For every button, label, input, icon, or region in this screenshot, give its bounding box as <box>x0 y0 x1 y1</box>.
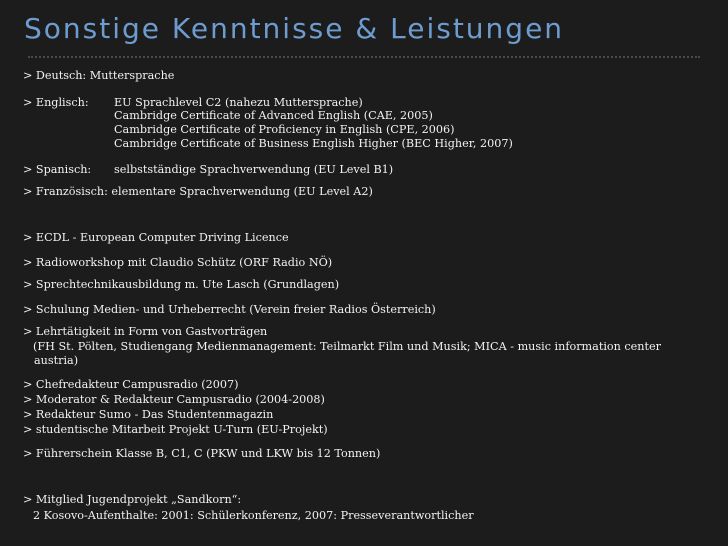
english-level: EU Sprachlevel C2 (nahezu Muttersprache) <box>114 96 363 109</box>
item-radioworkshop: > Radioworkshop mit Claudio Schütz (ORF Radio NÖ) <box>23 256 333 269</box>
lehrtaetigkeit-detail: (FH St. Pölten, Studiengang Medienmanagement: Teilmarkt Film und Musik; MICA - music information center <box>33 340 661 353</box>
item-moderator: > Moderator & Redakteur Campusradio (2004-2008) <box>23 393 325 406</box>
language-french: > Französisch: elementare Sprachverwendung (EU Level A2) <box>23 185 373 198</box>
language-spanish <box>23 162 394 177</box>
item-sandkorn: > Mitglied Jugendprojekt „Sandkorn“: <box>23 493 242 506</box>
english-cert-cpe: Cambridge Certificate of Proficiency in English (CPE, 2006) <box>114 123 455 136</box>
sandkorn-detail: 2 Kosovo-Aufenthalte: 2001: Schülerkonferenz, 2007: Presseverantwortlicher <box>33 509 474 522</box>
english-cert-bec: Cambridge Certificate of Business English Higher (BEC Higher, 2007) <box>114 137 513 150</box>
page-title: Sonstige Kenntnisse & Leistungen <box>24 12 565 45</box>
language-spanish-label: > Spanisch: <box>23 163 92 176</box>
dotted-divider <box>28 56 700 58</box>
spanish-level: selbstständige Sprachverwendung (EU Level B1) <box>114 163 394 176</box>
item-lehrtaetigkeit: > Lehrtätigkeit in Form von Gastvorträgen <box>23 325 268 338</box>
language-german: > Deutsch: Muttersprache <box>23 69 175 82</box>
english-cert-cae: Cambridge Certificate of Advanced English (CAE, 2005) <box>114 109 433 122</box>
language-english <box>23 95 363 110</box>
item-ecdl: > ECDL - European Computer Driving Licence <box>23 231 289 244</box>
item-chefredakteur: > Chefredakteur Campusradio (2007) <box>23 378 239 391</box>
item-schulung: > Schulung Medien- und Urheberrecht (Verein freier Radios Österreich) <box>23 303 436 316</box>
item-sprechtechnik: > Sprechtechnikausbildung m. Ute Lasch (Grundlagen) <box>23 278 340 291</box>
item-uturn: > studentische Mitarbeit Projekt U-Turn (EU-Projekt) <box>23 423 328 436</box>
item-sumo: > Redakteur Sumo - Das Studentenmagazin <box>23 408 274 421</box>
language-english-label: > Englisch: <box>23 96 89 109</box>
item-fuehrerschein: > Führerschein Klasse B, C1, C (PKW und LKW bis 12 Tonnen) <box>23 447 381 460</box>
lehrtaetigkeit-detail-cont: austria) <box>34 354 79 367</box>
